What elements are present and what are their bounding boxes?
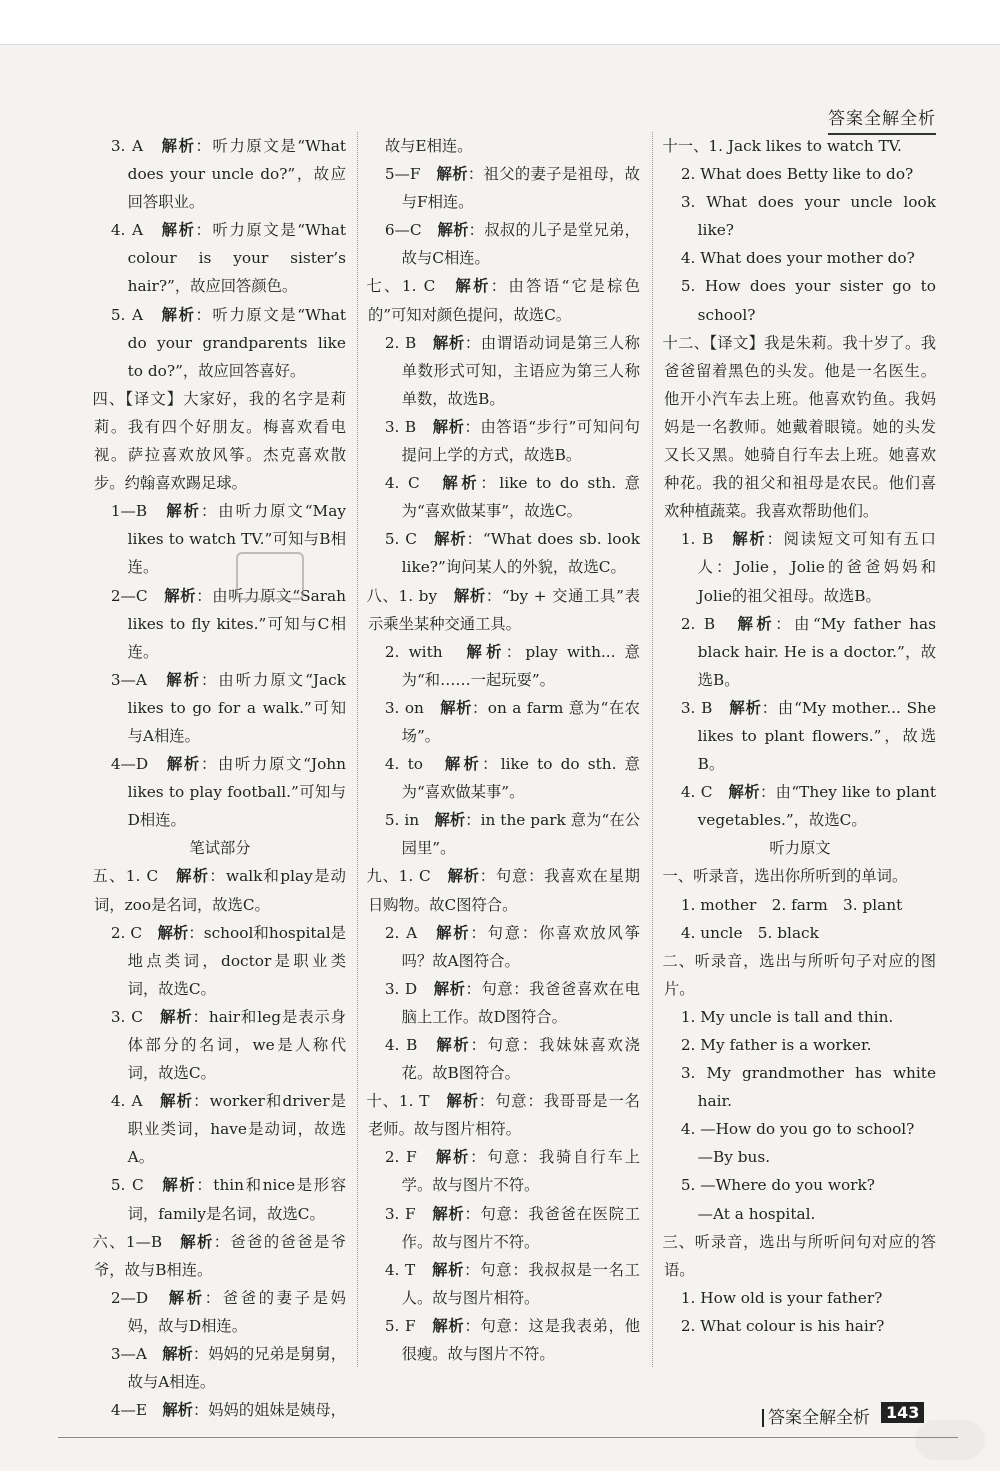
column-divider xyxy=(357,132,358,1367)
column-right xyxy=(664,132,936,1340)
answer-line: —At a hospital. xyxy=(697,1204,816,1223)
answer-line: 4. uncle 5. black xyxy=(680,923,819,942)
answer-line: 3—A 解析：由听力原文“Jack likes to go for a walk.”可知与A相连。 xyxy=(110,670,346,745)
answer-line: 听力原文 xyxy=(769,839,831,858)
answer-line: 5—F 解析：祖父的妻子是祖母，故与F相连。 xyxy=(384,165,640,212)
answer-line: 4—D 解析：由听力原文“John likes to play football.”可知与D相连。 xyxy=(110,755,346,830)
answer-line: 3. C 解析：hair和leg是表示身体部分的名词，we是人称代词，故选C。 xyxy=(110,1007,346,1083)
answer-line: 二、听录音，选出与所听句子对应的图片。 xyxy=(662,951,936,998)
answer-line: 十一、1. Jack likes to watch TV. xyxy=(662,137,902,155)
answer-line: 4. C 解析：like to do sth. 意为“喜欢做某事”，故选C。 xyxy=(384,474,640,521)
answer-line: 2. with 解析：play with... 意为“和……一起玩耍”。 xyxy=(384,642,640,689)
answer-line: 2. C 解析：school和hospital是地点类词，doctor是职业类词，故选C。 xyxy=(110,923,346,998)
answer-line: 1. B 解析：阅读短文可知有五口人：Jolie，Jolie的爸爸妈妈和Jolie的祖父祖母。故选B。 xyxy=(680,530,936,605)
column-middle xyxy=(368,132,640,1368)
answer-line: 5. C 解析：thin和nice是形容词，family是名词，故选C。 xyxy=(110,1176,346,1223)
answer-line: 2—C 解析：由听力原文“Sarah likes to fly kites.”可知与C相连。 xyxy=(110,586,346,661)
footer-rule xyxy=(58,1437,958,1438)
answer-line: 3. B 解析：由“My mother... She likes to plant flowers.”，故选B。 xyxy=(680,698,937,774)
answer-line: 3. D 解析：句意：我爸爸喜欢在电脑上工作。故D图符合。 xyxy=(384,979,640,1026)
answer-line: 1. My uncle is tall and thin. xyxy=(680,1007,894,1026)
answer-line: 八、1. by 解析：“by + 交通工具”表示乘坐某种交通工具。 xyxy=(366,586,640,633)
answer-line: —By bus. xyxy=(697,1148,771,1167)
answer-line: 5. in 解析：in the park 意为“在公园里”。 xyxy=(384,811,640,858)
answer-line: 5. C 解析：“What does sb. look like?”询问某人的外貌，故选C。 xyxy=(384,530,640,577)
answer-line: 4. C 解析：由“They like to plant vegetables.”，故选C。 xyxy=(680,783,936,830)
page-top-edge xyxy=(0,0,1000,45)
answer-line: 七、1. C 解析：由答语“它是棕色的”可知对颜色提问，故选C。 xyxy=(366,277,640,324)
answer-line: 1—B 解析：由听力原文“May likes to watch TV.”可知与B相连。 xyxy=(110,502,346,577)
column-left xyxy=(94,132,346,1424)
answer-line: 笔试部分 xyxy=(189,839,251,858)
answer-line: 3. on 解析：on a farm 意为“在农场”。 xyxy=(384,698,640,745)
watermark-stamp xyxy=(236,552,304,600)
page-header: 答案全解全析 xyxy=(828,104,936,135)
answer-line: 5. How does your sister go to school? xyxy=(680,277,936,324)
column-divider xyxy=(652,132,653,1367)
answer-line: 3. A 解析：听力原文是“What does your uncle do?”，故应回答职业。 xyxy=(110,137,346,212)
answer-line: 2. What colour is his hair? xyxy=(680,1316,885,1335)
answer-line: 四、【译文】大家好，我的名字是莉莉。我有四个好朋友。梅喜欢看电视。萨拉喜欢放风筝。杰克喜欢散步。约翰喜欢踢足球。 xyxy=(92,389,346,493)
answer-line: 4. B 解析：句意：我妹妹喜欢浇花。故B图符合。 xyxy=(384,1036,640,1083)
answer-line: 3—A 解析：妈妈的兄弟是舅舅，故与A相连。 xyxy=(110,1345,346,1392)
answer-line: 2. What does Betty like to do? xyxy=(680,165,914,184)
answer-line: 4. —How do you go to school? xyxy=(680,1120,915,1139)
answer-line: 4. A 解析：worker和driver是职业类词，have是动词，故选A。 xyxy=(110,1092,346,1167)
answer-line: 2. B 解析：由“My father has black hair. He is a doctor.”，故选B。 xyxy=(680,614,936,689)
answer-line: 4. What does your mother do? xyxy=(680,249,915,268)
answer-line: 6—C 解析：叔叔的儿子是堂兄弟，故与C相连。 xyxy=(384,221,640,268)
answer-line: 1. How old is your father? xyxy=(680,1288,883,1307)
answer-line: 2. A 解析：句意：你喜欢放风筝吗？故A图符合。 xyxy=(384,923,640,970)
answer-line: 4—E 解析：妈妈的姐妹是姨母， xyxy=(110,1401,346,1420)
footer-label: 答案全解全析 xyxy=(768,1408,870,1428)
answer-line: 5. F 解析：句意：这是我表弟，他很瘦。故与图片不符。 xyxy=(384,1316,640,1364)
answer-line: 1. mother 2. farm 3. plant xyxy=(680,895,903,914)
page-footer xyxy=(762,1403,870,1428)
page-number: 143 xyxy=(881,1402,924,1423)
answer-line: 4. T 解析：句意：我叔叔是一名工人。故与图片相符。 xyxy=(384,1260,640,1307)
answer-line: 2. B 解析：由谓语动词是第三人称单数形式可知，主语应为第三人称单数，故选B。 xyxy=(384,333,640,408)
site-logo-watermark xyxy=(915,1420,985,1460)
answer-line: 3. My grandmother has white hair. xyxy=(680,1064,936,1111)
answer-line: 3. What does your uncle look like? xyxy=(680,193,936,240)
answer-line: 三、听录音，选出与所听问句对应的答语。 xyxy=(662,1232,936,1279)
answer-line: 2. F 解析：句意：我骑自行车上学。故与图片不符。 xyxy=(384,1148,640,1195)
answer-line: 4. A 解析：听力原文是“What colour is your sister’s hair?”，故应回答颜色。 xyxy=(110,221,346,296)
answer-line: 故与E相连。 xyxy=(384,137,473,155)
answer-line: 5. A 解析：听力原文是“What do your grandparents like to do?”，故应回答喜好。 xyxy=(110,305,346,380)
answer-line: 2. My father is a worker. xyxy=(680,1036,872,1054)
answer-line: 3. B 解析：由答语“步行”可知问句提问上学的方式，故选B。 xyxy=(384,417,640,465)
answer-line: 3. F 解析：句意：我爸爸在医院工作。故与图片不符。 xyxy=(384,1204,640,1251)
answer-line: 4. to 解析：like to do sth. 意为“喜欢做某事”。 xyxy=(384,755,640,802)
answer-line: 九、1. C 解析：句意：我喜欢在星期日购物。故C图符合。 xyxy=(366,867,640,914)
answer-line: 5. —Where do you work? xyxy=(680,1176,875,1195)
answer-line: 一、听录音，选出你所听到的单词。 xyxy=(662,867,908,886)
answer-line: 六、1—B 解析：爸爸的爸爸是爷爷，故与B相连。 xyxy=(92,1232,346,1279)
answer-line: 五、1. C 解析：walk和play是动词，zoo是名词，故选C。 xyxy=(92,867,346,914)
answer-line: 2—D 解析：爸爸的妻子是妈妈，故与D相连。 xyxy=(110,1288,346,1335)
answer-line: 十二、【译文】我是朱莉。我十岁了。我爸爸留着黑色的头发。他是一名医生。他开小汽车去上班。他喜欢钓鱼。我妈妈是一名教师。她戴着眼镜。她的头发又长又黑。她骑自行车去上班。她喜欢种花。我的祖父和祖母是农民。他们喜欢种植蔬菜。我喜欢帮助他们。 xyxy=(662,333,936,521)
answer-line: 十、1. T 解析：句意：我哥哥是一名老师。故与图片相符。 xyxy=(366,1092,640,1139)
